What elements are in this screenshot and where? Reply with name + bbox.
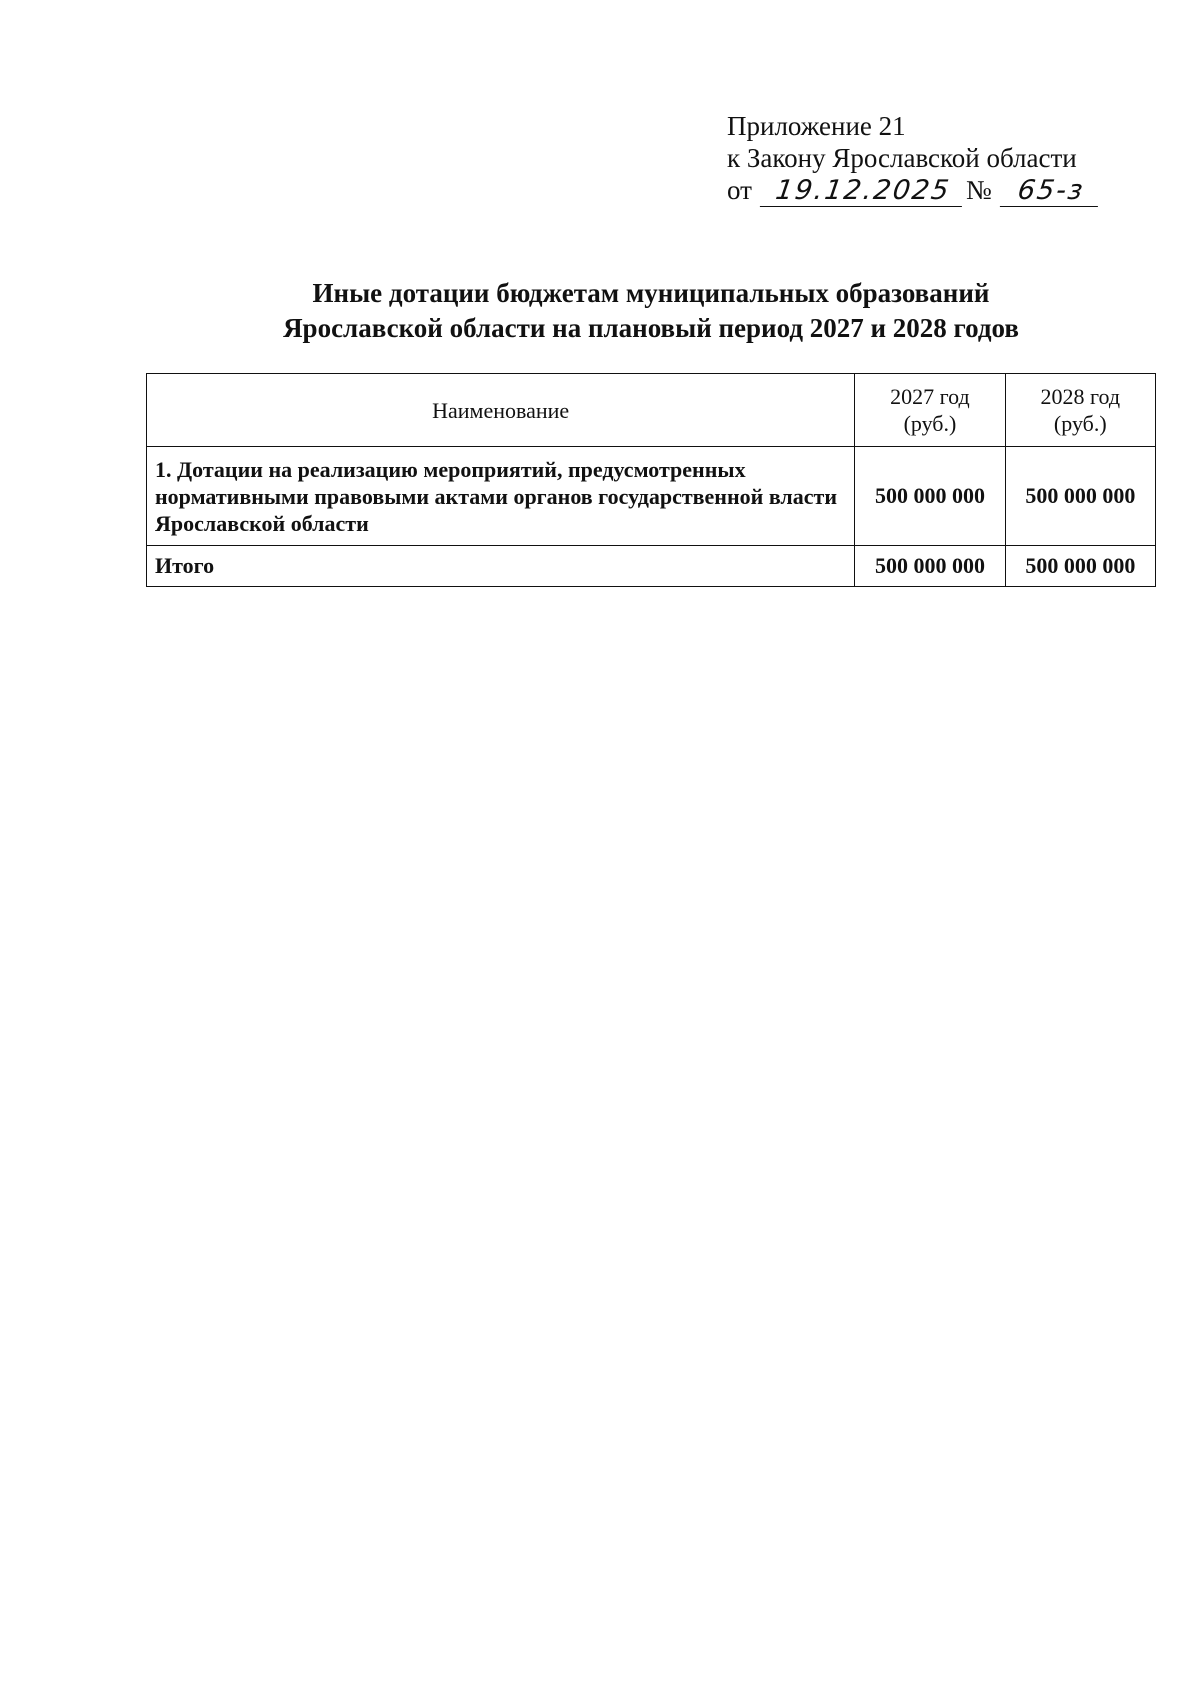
row-value-2028: 500 000 000: [1005, 447, 1155, 546]
header-year-2027-unit: (руб.): [903, 411, 957, 436]
title-line-1: Иные дотации бюджетам муниципальных образований: [312, 278, 990, 308]
appendix-header: [727, 110, 1100, 207]
handwritten-law-number: 65-з: [1000, 176, 1102, 207]
row-value-2027: 500 000 000: [855, 447, 1005, 546]
header-year-2027: [855, 374, 1005, 447]
header-year-2028-label: 2028 год: [1040, 384, 1121, 409]
header-name: Наименование: [147, 374, 855, 447]
document-title: [146, 276, 1156, 346]
table-row: [147, 447, 1156, 546]
total-value-2027: 500 000 000: [855, 546, 1005, 587]
from-label: от: [727, 175, 752, 205]
appendix-date-line: [727, 174, 1100, 207]
appendix-number: Приложение 21: [727, 111, 906, 141]
header-year-2028: [1005, 374, 1155, 447]
number-label: №: [965, 175, 992, 205]
header-year-2027-label: 2027 год: [890, 384, 970, 409]
row-name: 1. Дотации на реализацию мероприятий, предусмотренных нормативными правовыми актами органов государственной власти Ярославской области: [147, 447, 855, 546]
total-label: Итого: [147, 546, 855, 587]
table-header-row: [147, 374, 1156, 447]
title-line-2: Ярославской области на плановый период 2027 и 2028 годов: [283, 313, 1019, 343]
handwritten-date: 19.12.2025: [760, 176, 966, 207]
header-year-2028-unit: (руб.): [1053, 411, 1107, 436]
appendix-law-reference: к Закону Ярославской области: [727, 143, 1077, 173]
table-total-row: [147, 546, 1156, 587]
subsidies-table: [146, 373, 1156, 587]
total-value-2028: 500 000 000: [1005, 546, 1155, 587]
